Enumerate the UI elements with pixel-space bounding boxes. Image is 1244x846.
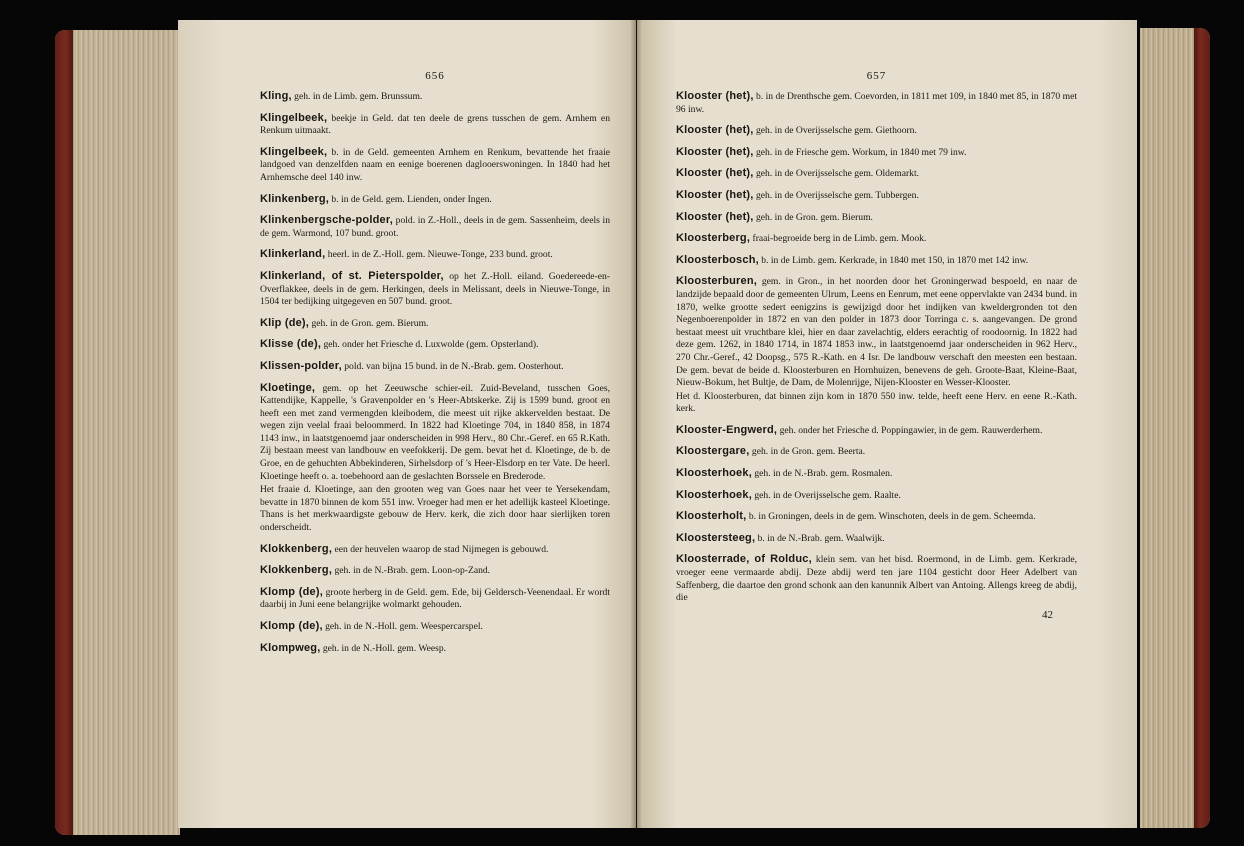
entry-headword: Kloosterburen, — [676, 275, 758, 288]
entry-text: geh. in de N.-Brab. gem. Loon-op-Zand. — [332, 565, 491, 577]
right-page — [637, 20, 1137, 828]
entry-headword: Kloosterrade, of Rolduc, — [676, 553, 812, 566]
entry-text: Het fraaie d. Kloetinge, aan den grooten weg van Goes naar het veer te Yersekendam, bevatte in 1870 binnen de kom 551 inw. Vroeger had men er het adellijk kasteel Kloetinge. Thans is het merkwaardigste gebouw de Herv. kerk, die zich door haar sierlijken toren onderscheidt. — [260, 484, 610, 534]
dictionary-entry — [676, 254, 1077, 268]
dictionary-entry — [676, 146, 1077, 160]
dictionary-entry — [676, 424, 1077, 438]
entry-headword: Kloosterberg, — [676, 232, 751, 245]
entry-list — [676, 90, 1077, 605]
entry-text: geh. onder het Friesche d. Poppingawier, in de gem. Rauwerderhem. — [777, 424, 1043, 436]
dictionary-entry — [260, 620, 610, 634]
entry-headword: Kloostergare, — [676, 445, 750, 458]
entry-text: fraai-begroeide berg in de Limb. gem. Mook. — [750, 233, 927, 245]
dictionary-entry — [676, 391, 1077, 416]
entry-text: geh. in de Limb. gem. Brunssum. — [291, 91, 423, 102]
entry-text: gem. op het Zeeuwsche schier-eil. Zuid-Beveland, tusschen Goes, Kattendijke, Kappelle, 's Gravenpolder en 's Heer-Abtskerke. Zij is 1599 bund. groot en heeft een met zand vermengden kleibodem, die meest uit rijke akkervelden bestaat. De wegen zijn veelal fraai beloommerd. In 1822 had Kloetinge 704, in 1840 858, in 1874 1143 inw., in laatstgenoemd jaar onderscheiden in 998 Herv., 80 Chr.-Geref. en 65 R.Kath. Zij bestaan meest van landbouw en veefokkerij. De gem. bevat het d. Kloetinge, de b. de Groe, en de gehuchten Abbekinderen, Sirhelsdorp of 's Heer-Elsdorp en ter Vate. De heerl. Kloetinge heeft o. a. toebehoord aan de geslachten Borssele en Brederode. — [260, 382, 610, 482]
entry-headword: Kloosterholt, — [676, 510, 747, 523]
entry-headword: Klinkerland, — [260, 248, 326, 261]
entry-headword: Kling, — [260, 90, 292, 102]
entry-headword: Klooster (het), — [676, 210, 754, 223]
entry-text: beekje in Geld. dat ten deele de grens tusschen de gem. Arnhem en Renkum uitmaakt. — [260, 112, 610, 137]
entry-text: geh. onder het Friesche d. Luxwolde (gem. Opsterland). — [321, 339, 539, 351]
entry-text: geh. in de N.-Brab. gem. Rosmalen. — [751, 468, 893, 480]
dictionary-entry — [260, 193, 610, 207]
right-page-edge — [1140, 28, 1210, 828]
entry-text: b. in de Geld. gemeenten Arnhem en Renkum, bevattende het fraaie landgoed van denzelfden naam en eenige boerenen daglooerswoningen. In 1840 had het Arnhemsche deel 140 inw. — [260, 146, 610, 183]
entry-headword: Klisse (de), — [260, 338, 322, 351]
entry-text: b. in de N.-Brab. gem. Waalwijk. — [755, 532, 885, 544]
entry-text: pold. van bijna 15 bund. in de N.-Brab. gem. Oosterhout. — [341, 360, 564, 372]
dictionary-entry — [676, 510, 1077, 524]
entry-text: geh. in de Overijsselsche gem. Giethoorn. — [753, 125, 917, 137]
entry-text: geh. in de Gron. gem. Bierum. — [309, 317, 429, 329]
page-number: 657 — [866, 70, 887, 82]
entry-headword: Klooster (het), — [676, 124, 754, 137]
left-page — [178, 20, 636, 828]
entry-text: geh. in de Gron. gem. Bierum. — [753, 211, 873, 223]
entry-headword: Klokkenberg, — [260, 542, 333, 555]
entry-headword: Klingelbeek, — [260, 145, 328, 158]
entry-headword: Klinkenberg, — [260, 192, 330, 205]
dictionary-entry — [676, 167, 1077, 181]
dictionary-entry — [676, 189, 1077, 203]
entry-text: geh. in de Gron. gem. Beerta. — [749, 446, 866, 458]
dictionary-entry — [260, 642, 610, 656]
dictionary-entry — [260, 90, 610, 104]
entry-headword: Kloosterhoek, — [676, 467, 752, 480]
entry-text: op het Z.-Holl. eiland. Goedereede-en-Overflakkee, deels in de gem. Herkingen, deels in Melissant, deels in Nieuwe-Tonge, in 1504 ter bedijking uitgegeven en 507 bund. groot. — [260, 270, 610, 308]
dictionary-entry — [676, 532, 1077, 546]
dictionary-entry — [260, 214, 610, 240]
dictionary-entry — [260, 146, 610, 185]
entry-text: klein sem. van het bisd. Roermond, in de Limb. gem. Kerkrade, vroeger eene vermaarde abdij. Deze abdij werd ten jare 1104 gesticht door Heer Adelbert van Saffenberg, die daartoe den grond schonk aan den kanunnik Albert van Antoing. Allengs kreeg de abdij, die — [676, 554, 1077, 604]
entry-list — [260, 90, 610, 655]
dictionary-entry — [676, 232, 1077, 246]
dictionary-entry — [260, 112, 610, 138]
entry-headword: Klissen-polder, — [260, 359, 342, 372]
dictionary-entry — [676, 445, 1077, 459]
dictionary-entry — [676, 467, 1077, 481]
entry-text: b. in Groningen, deels in de gem. Winschoten, deels in de gem. Scheemda. — [746, 511, 1036, 523]
entry-text: Het d. Kloosterburen, dat binnen zijn kom in 1870 550 inw. telde, heeft eene Herv. en eene R.-Kath. kerk. — [676, 390, 1077, 415]
signature-mark: 42 — [1042, 608, 1053, 621]
entry-text: pold. in Z.-Holl., deels in de gem. Sassenheim, deels in de gem. Warmond, 107 bund. groot. — [260, 215, 610, 239]
entry-headword: Kloosterbosch, — [676, 253, 759, 266]
dictionary-entry — [260, 484, 610, 534]
entry-text: geh. in de Overijsselsche gem. Raalte. — [751, 489, 901, 501]
entry-headword: Klooster-Engwerd, — [676, 423, 778, 436]
dictionary-entry — [260, 564, 610, 578]
entry-text: b. in de Drenthsche gem. Coevorden, in 1811 met 109, in 1840 met 85, in 1870 met 96 inw. — [676, 91, 1077, 115]
dictionary-entry — [260, 270, 610, 309]
entry-headword: Klinkerland, of st. Pieterspolder, — [260, 269, 444, 282]
entry-headword: Kloosterhoek, — [676, 488, 752, 501]
dictionary-entry — [676, 124, 1077, 138]
entry-headword: Klip (de), — [260, 316, 310, 329]
entry-text: geh. in de Overijsselsche gem. Oldemarkt. — [753, 168, 920, 180]
entry-text: een der heuvelen waarop de stad Nijmegen is gebouwd. — [332, 543, 549, 555]
entry-headword: Klooster (het), — [676, 145, 754, 158]
entry-headword: Klooster (het), — [676, 167, 754, 180]
entry-headword: Klomp (de), — [260, 620, 323, 632]
dictionary-entry — [260, 382, 610, 484]
entry-text: b. in de Limb. gem. Kerkrade, in 1840 met 150, in 1870 met 142 inw. — [758, 254, 1029, 266]
dictionary-entry — [676, 275, 1077, 389]
entry-headword: Klokkenberg, — [260, 564, 333, 577]
entry-headword: Klompweg, — [260, 641, 321, 654]
entry-text: geh. in de Friesche gem. Workum, in 1840 met 79 inw. — [753, 146, 967, 158]
entry-text: geh. in de N.-Holl. gem. Weespercarspel. — [322, 621, 483, 632]
dictionary-entry — [260, 586, 610, 612]
book-gutter — [630, 20, 642, 828]
dictionary-entry — [260, 248, 610, 262]
entry-headword: Klomp (de), — [260, 585, 323, 598]
dictionary-entry — [260, 317, 610, 331]
dictionary-entry — [676, 211, 1077, 225]
entry-text: b. in de Geld. gem. Lienden, onder Ingen. — [329, 193, 492, 205]
entry-text: groote herberg in de Geld. gem. Ede, bij Geldersch-Veenendaal. Er wordt daarbij in Juni eene belangrijke wolmarkt gehouden. — [260, 586, 610, 611]
dictionary-entry — [260, 338, 610, 352]
dictionary-entry — [676, 90, 1077, 116]
dictionary-entry — [676, 553, 1077, 604]
entry-text: geh. in de N.-Holl. gem. Weesp. — [320, 642, 447, 654]
entry-headword: Kloetinge, — [260, 381, 316, 394]
dictionary-entry — [260, 543, 610, 557]
dictionary-entry — [676, 489, 1077, 503]
entry-headword: Klooster (het), — [676, 90, 754, 102]
entry-headword: Kloostersteeg, — [676, 531, 756, 544]
entry-text: heerl. in de Z.-Holl. gem. Nieuwe-Tonge, 233 bund. groot. — [325, 249, 553, 261]
entry-text: geh. in de Overijsselsche gem. Tubbergen. — [753, 189, 919, 201]
entry-text: gem. in Gron., in het noorden door het Groningerwad bespoeld, en naar de landzijde bepaald door de gemeenten Ulrum, Leens en Eenrum, met eene oppervlakte van 2434 bund. in 1870, welke grootte sedert eenigzins is gewijzigd door het indijken van kweldergronden tot den Negenboerenpolder in 1872 en van den polder in 1873 door Torringa c. s. aangevangen. De grond bestaat meest uit vruchtbare klei, hier en daar zavelachtig, elders eerachtig of roodoornig. In 1822 had deze gem. 1262, in 1840 1714, in 1874 1853 inw., in laatstgenoemd jaar onderscheiden in 962 Herv., 270 Chr.-Geref., 42 Doopsg., 575 R.-Kath. en 4 Isr. De landbouw verschaft den meesten een bestaan. De gem. bevat de beide d. Kloosterburen en Hornhuizen, benevens de geh. Groote-Baat, Kleine-Baat, Nieuw-Bokum, het Bultje, de Dam, de Molenrijge, Nijen-Klooster en Wesser-Klooster. — [676, 276, 1077, 389]
dictionary-entry — [260, 360, 610, 374]
left-page-edge — [55, 30, 180, 835]
entry-headword: Klingelbeek, — [260, 111, 328, 124]
page-number: 656 — [425, 70, 445, 82]
entry-headword: Klinkenbergsche-polder, — [260, 214, 393, 227]
entry-headword: Klooster (het), — [676, 188, 754, 201]
